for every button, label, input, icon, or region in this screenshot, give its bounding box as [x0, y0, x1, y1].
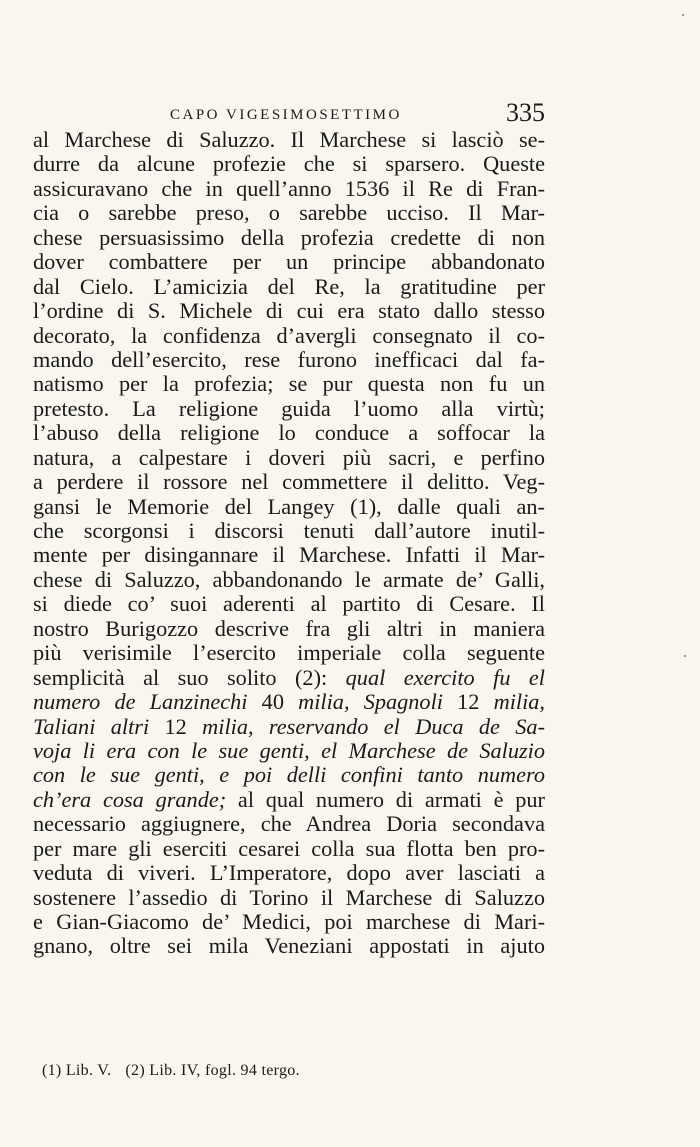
text-line: l’ordine di S. Michele di cui era stato dallo stesso: [33, 298, 545, 324]
text-italic-quote: milia, Spagnoli: [298, 689, 443, 715]
footnote-2: (2) Lib. IV, fogl. 94 tergo.: [125, 1062, 300, 1079]
text-line: cia o sarebbe preso, o sarebbe ucciso. Il Mar-: [33, 200, 545, 226]
text-line: natismo per la profezia; se pur questa non fu un: [33, 371, 545, 397]
text-italic-quote: Taliani altri: [33, 713, 150, 739]
text-line: assicuravano che in quell’anno 1536 il Re di Fran-: [33, 175, 545, 201]
text-line: natura, a calpestare i doveri più sacri, e perfino: [33, 444, 545, 470]
footnotes: [42, 1062, 542, 1080]
page-number: 335: [506, 98, 545, 127]
text-line-mixed: [33, 788, 545, 812]
text-roman-number: 40: [247, 689, 299, 715]
text-line-italic: con le sue genti, e poi delli confini tanto numero: [33, 762, 545, 788]
text-line: mando dell’esercito, rese furono inefficaci dal fa-: [33, 346, 545, 372]
margin-speck: [684, 655, 686, 657]
text-italic-quote: qual exercito fu el: [345, 664, 545, 690]
text-italic-quote: milia,: [493, 689, 546, 715]
text-roman-number: 12: [442, 689, 494, 715]
text-line-mixed: [33, 715, 545, 739]
text-line-mixed: [33, 690, 545, 714]
text-line: durre da alcune profezie che si sparsero. Queste: [33, 151, 545, 177]
text-line: mente per disingannare il Marchese. Infatti il Mar-: [33, 542, 545, 568]
text-line-mixed: [33, 666, 545, 690]
text-line: al Marchese di Saluzzo. Il Marchese si lasciò se-: [33, 127, 545, 152]
text-line: gansi le Memorie del Langey (1), dalle quali an-: [33, 493, 545, 519]
margin-speck: [682, 14, 684, 16]
text-line: pretesto. La religione guida l’uomo alla virtù;: [33, 395, 545, 421]
text-roman-number: 12: [149, 713, 203, 739]
footnote-1: (1) Lib. V.: [42, 1062, 112, 1079]
body-text: [33, 128, 545, 959]
text-line: necessario aggiugnere, che Andrea Doria secondava: [33, 811, 545, 837]
text-line: sostenere l’assedio di Torino il Marchese di Saluzzo: [33, 884, 545, 910]
text-roman: al qual numero di armati è pur: [226, 786, 545, 812]
text-line: che scorgonsi i discorsi tenuti dall’autore inutil-: [33, 518, 545, 543]
text-line: e Gian-Giacomo de’ Medici, poi marchese di Mari-: [33, 909, 545, 934]
text-roman: semplicità al suo solito (2):: [33, 664, 346, 690]
text-line: chese di Saluzzo, abbandonando le armate de’ Galli,: [33, 566, 545, 592]
page-header: [150, 100, 545, 130]
text-line: gnano, oltre sei mila Veneziani appostati in ajuto: [33, 933, 545, 959]
text-line: dover combattere per un principe abbandonato: [33, 249, 545, 275]
text-italic-quote: milia, reservando el Duca de Sa-: [202, 713, 545, 739]
text-line: chese persuasissimo della profezia credette di non: [33, 224, 545, 250]
running-head: CAPO VIGESIMOSETTIMO: [170, 107, 402, 123]
text-line: veduta di viveri. L’Imperatore, dopo aver lasciati a: [33, 860, 545, 886]
text-line: per mare gli eserciti cesarei colla sua flotta ben pro-: [33, 835, 545, 861]
text-line: a perdere il rossore nel commettere il delitto. Veg-: [33, 469, 545, 495]
text-line: nostro Burigozzo descrive fra gli altri in maniera: [33, 615, 545, 641]
text-line: decorato, la confidenza d’avergli consegnato il co-: [33, 322, 545, 348]
text-line: dal Cielo. L’amicizia del Re, la gratitudine per: [33, 273, 545, 299]
text-italic-quote: numero de Lanzinechi: [33, 689, 248, 715]
text-line: l’abuso della religione lo conduce a soffocar la: [33, 420, 545, 446]
text-line: più verisimile l’esercito imperiale colla seguente: [33, 640, 545, 666]
text-line-italic: voja li era con le sue genti, el Marchese de Saluzio: [33, 737, 545, 763]
text-line: si diede co’ suoi aderenti al partito di Cesare. Il: [33, 591, 545, 617]
text-italic-quote: ch’era cosa grande;: [33, 786, 227, 812]
